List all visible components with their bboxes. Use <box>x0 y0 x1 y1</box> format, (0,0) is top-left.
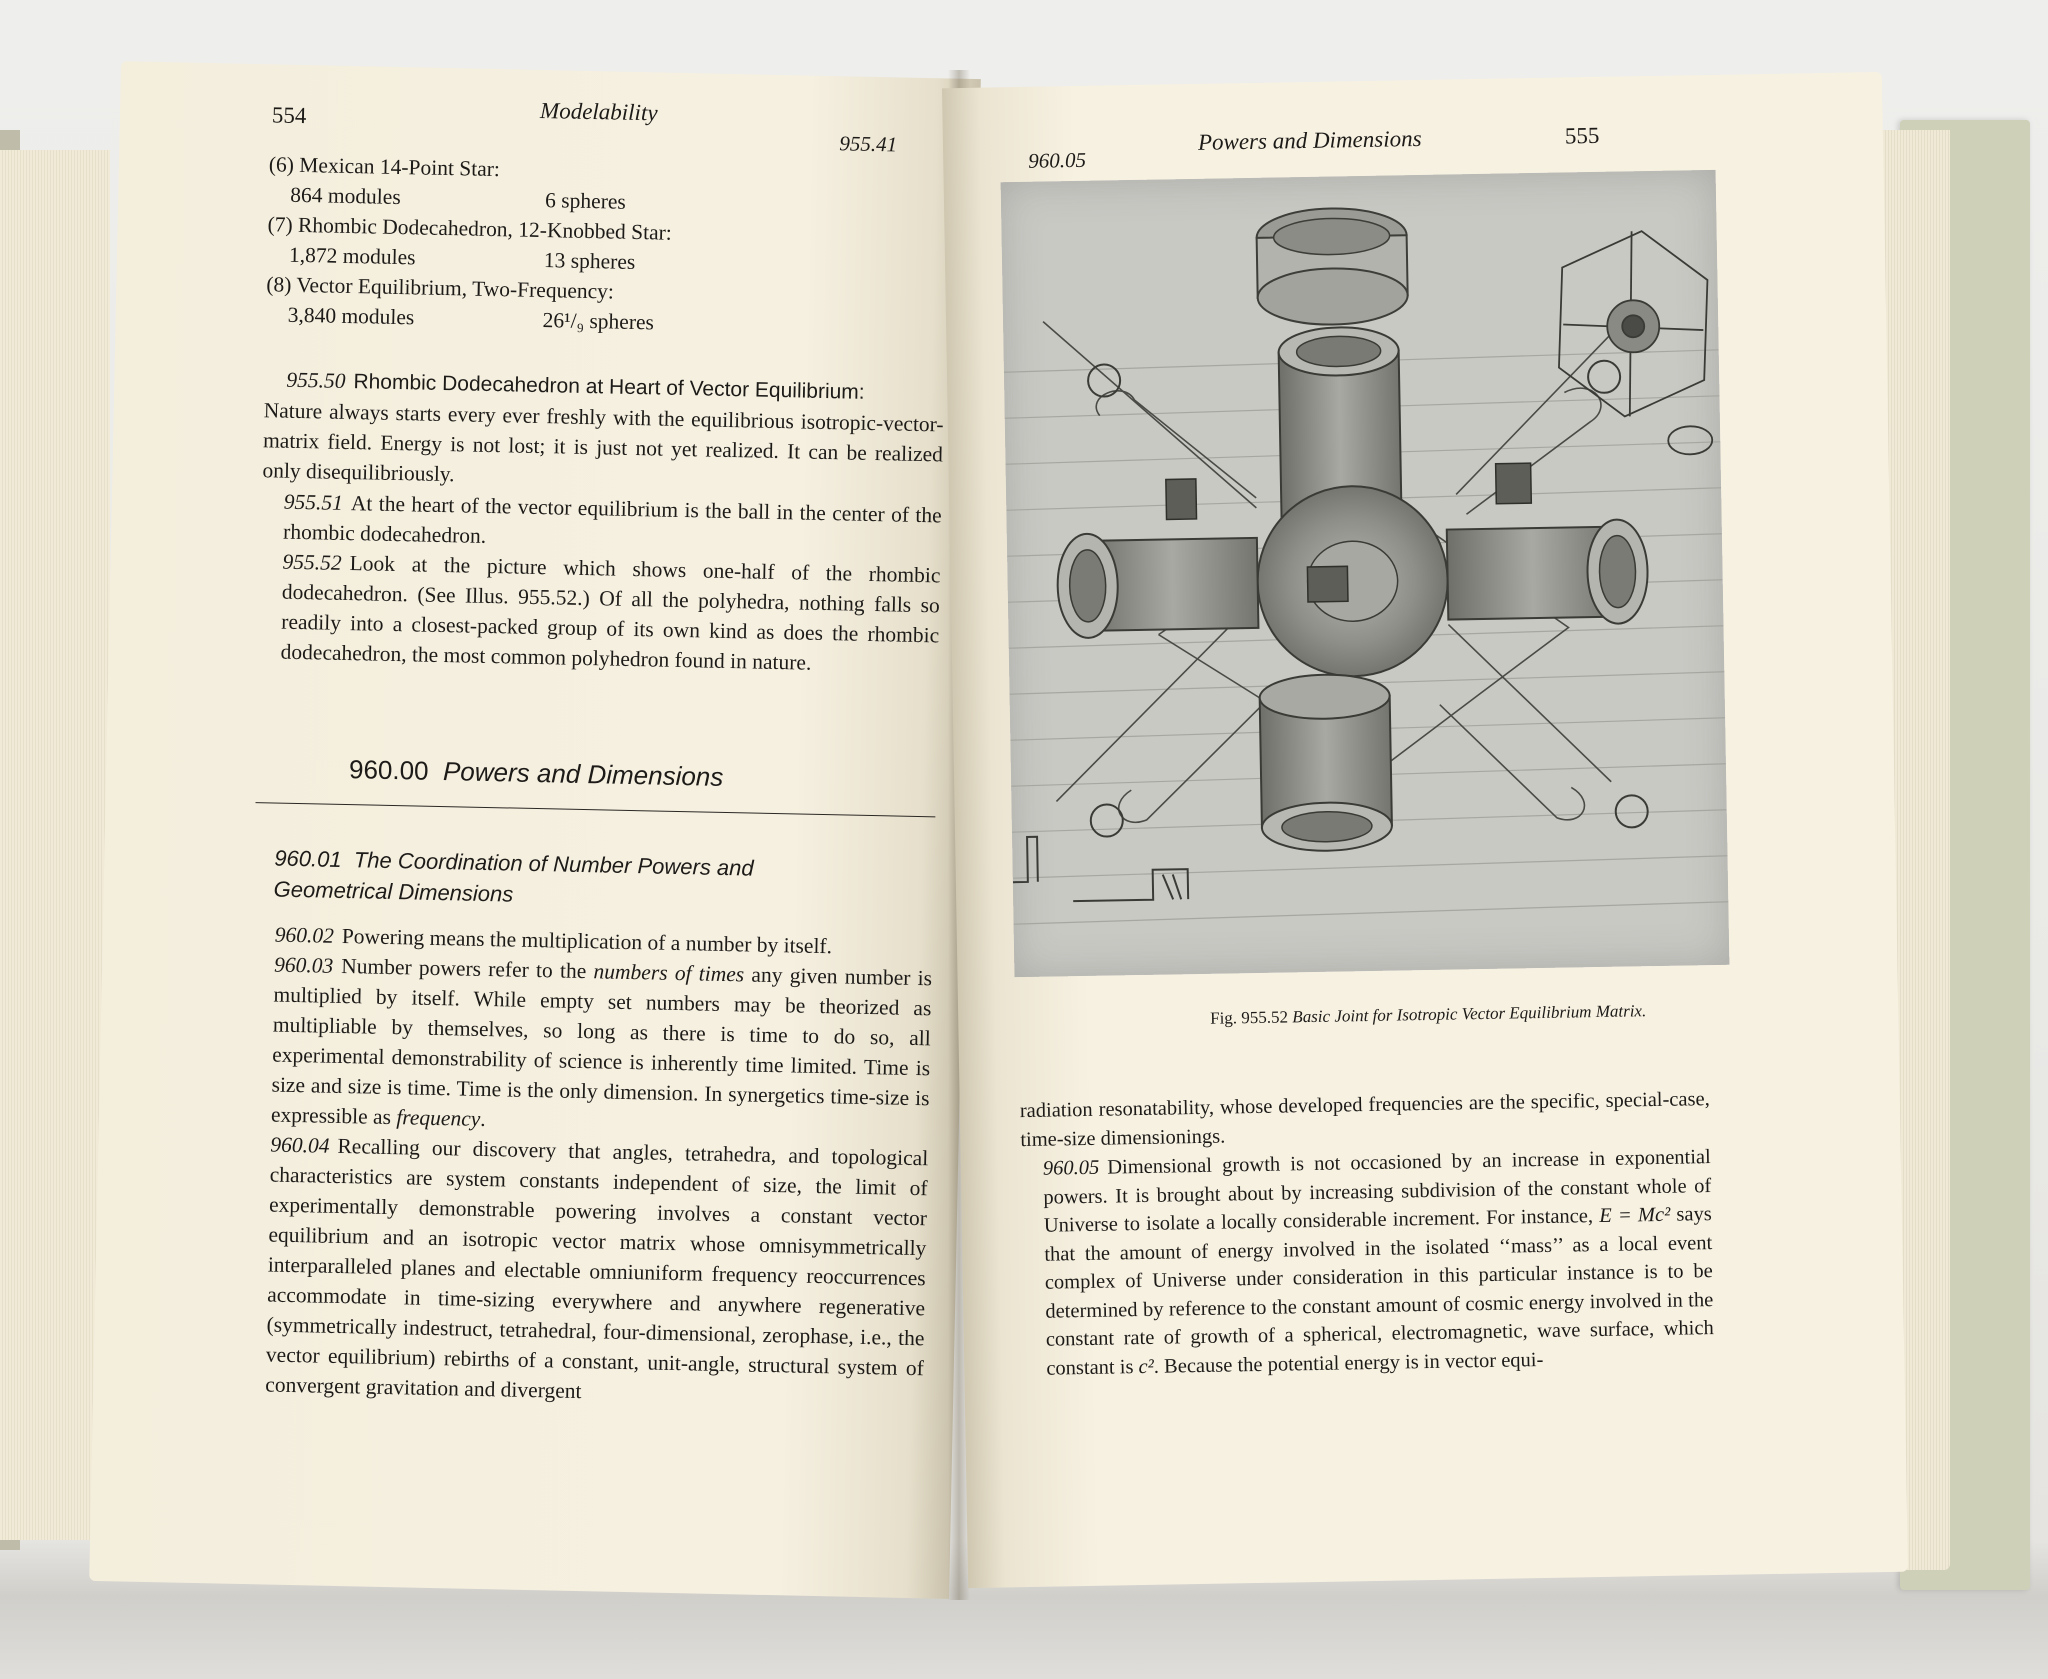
paragraph-960-04: 960.04 Recalling our discovery that angles, tetrahedra, and topological characteristics are system constants independent of size, the limit of experimentally demonstrable powering involves a constant vector equilibrium and an isotropic vector matrix whose omnisymmetrically interparalleled planes and electable omniuniform frequency reoccurrences accommodate in time-sizing everywhere and anywhere regenerative (symmetrically indestruct, tetrahedral, four-dimensional, zerophase, i.e., the vector equilibrium) rebirths of a constant, unit-angle, structural system of convergent gravitation and divergent <box>265 1132 929 1404</box>
list-item: (8) Vector Equilibrium, Two-Frequency: 3,840 modules 26¹/₉ spheres <box>266 272 655 335</box>
left-page <box>89 61 981 1599</box>
left-running-title: Modelability <box>539 97 658 126</box>
section-rule <box>256 802 936 817</box>
paragraph-955-50: 955.50 Rhombic Dodecahedron at Heart of Vector Equilibrium: Nature always starts every ever freshly with the equilibrious isotropic-vector-matrix field. Energy is not lost; it is just not yet realized. It can be realized only disequilibriously. <box>262 367 944 487</box>
paragraph-960-03: 960.03 Number powers refer to the numbers of times any given number is multiplied by itself. While empty set numbers may be theorized as multipliable by themselves, so long as there is time to do so, all experimental demonstrability of science is inherently time limited. Time is size and size is time. Time is the only dimension. In synergetics time-size is expressible as frequency. <box>270 952 933 1132</box>
figure-caption: Fig. 955.52 Basic Joint for Isotropic Vector Equilibrium Matrix. <box>1209 1001 1647 1028</box>
section-960-title: 960.00 Powers and Dimensions <box>348 754 724 792</box>
paragraph-continuation: radiation resonatability, whose developed frequencies are the specific, special-case, time-size dimensionings. <box>1019 1088 1710 1151</box>
left-section-ref: 955.41 <box>839 131 898 157</box>
right-running-title: Powers and Dimensions <box>1197 125 1422 155</box>
list-item: (6) Mexican 14-Point Star: 864 modules 6 spheres <box>268 152 627 214</box>
sphere-list <box>265 149 839 341</box>
right-section-ref: 960.05 <box>1028 147 1087 173</box>
left-page-number: 554 <box>271 102 307 129</box>
paragraph-955-52: 955.52 Look at the picture which shows one-half of the rhombic dodecahedron. (See Illus. 955.52.) Of all the polyhedra, nothing falls so readily into a closest-packed group of its own kind as does the rhombic dodecahedron, the most common polyhedron found in nature. <box>280 549 941 675</box>
list-item: (7) Rhombic Dodecahedron, 12-Knobbed Star: 1,872 modules 13 spheres <box>267 212 673 274</box>
paragraph-960-02: 960.02 Powering means the multiplication of a number by itself. <box>274 922 833 959</box>
sketch-drawing <box>1001 170 1730 977</box>
subsection-960-01: 960.01 The Coordination of Number Powers and Geometrical Dimensions <box>273 845 754 907</box>
right-page-number: 555 <box>1564 122 1600 149</box>
paragraph-955-51: 955.51 At the heart of the vector equilibrium is the ball in the center of the rhombic dodecahedron. <box>282 489 942 548</box>
figure-basic-joint-sketch <box>1001 170 1730 977</box>
paragraph-960-05: 960.05 Dimensional growth is not occasioned by an increase in exponential powers. It is brought about by increasing subdivision of the constant whole of Universe to isolate a locally considerable increment. For instance, E = Mc² says that the amount of energy involved in the isolated ‘‘mass’’ as a local event complex of Universe under consideration in this particular instance is to be determined by reference to the constant amount of cosmic energy involved in the constant rate of growth of a spherical, electromagnetic, wave surface, which constant is c². Because the potential energy is in vector equi- <box>1042 1146 1714 1380</box>
right-page <box>942 72 1908 1588</box>
